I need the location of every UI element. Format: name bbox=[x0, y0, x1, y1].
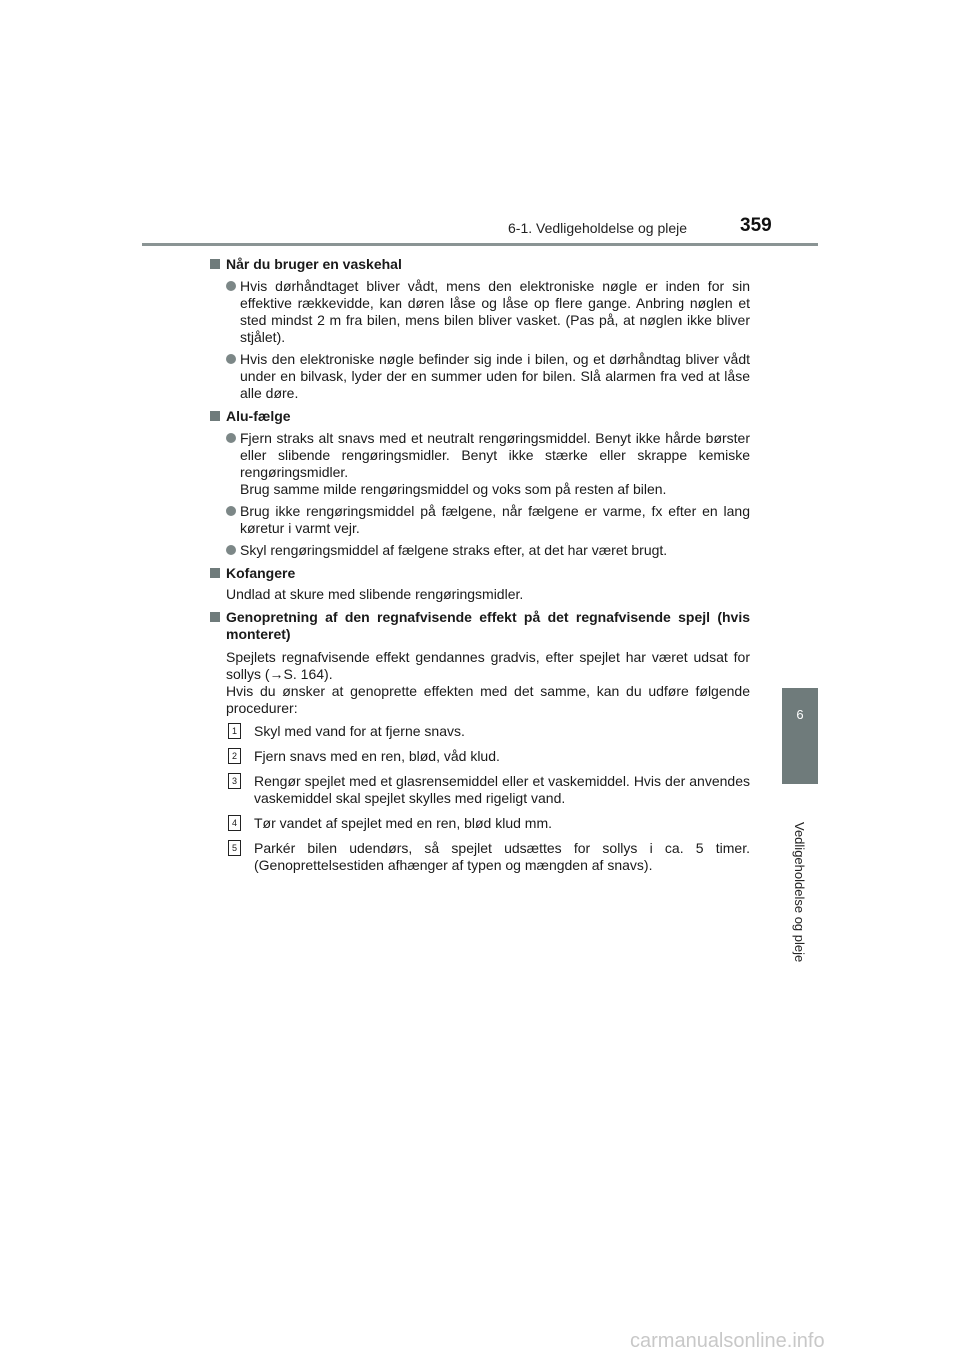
list-item bbox=[226, 542, 750, 559]
round-bullet-icon bbox=[226, 545, 236, 555]
paragraph: Spejlets regnafvisende effekt gendannes gradvis, efter spejlet har været udsat for sollys (→S. 164). bbox=[226, 649, 750, 682]
section-title: Når du bruger en vaskehal bbox=[226, 256, 402, 272]
chapter-tab-label: Vedligeholdelse og pleje bbox=[792, 822, 807, 963]
square-bullet-icon bbox=[210, 411, 220, 421]
list-item-text: Hvis den elektroniske nøgle befinder sig inde i bilen, og et dørhåndtag bliver vådt under en bilvask, lyder der en summer uden for bilen. Slå alarmen fra ved at låse alle døre. bbox=[240, 351, 750, 401]
header-section-title: 6-1. Vedligeholdelse og pleje bbox=[508, 220, 688, 236]
list-item-text: Brug samme milde rengøringsmiddel og voks som på resten af bilen. bbox=[240, 481, 667, 497]
section-mirror bbox=[210, 609, 750, 874]
section-title: Alu-fælge bbox=[226, 408, 291, 424]
section-alu bbox=[210, 408, 750, 559]
step-number-badge: 5 bbox=[228, 840, 241, 856]
list-item-text: Skyl rengøringsmiddel af fælgene straks efter, at det har været brugt. bbox=[240, 542, 668, 558]
chapter-tab-number: 6 bbox=[796, 707, 804, 722]
list-item bbox=[226, 351, 750, 402]
round-bullet-icon bbox=[226, 354, 236, 364]
list-item-text: Fjern straks alt snavs med et neutralt rengøringsmiddel. Benyt ikke hårde børster eller slibende rengøringsmidler. Benyt ikke stærke eller skrappe kemiske rengøringsmidler. bbox=[240, 430, 750, 480]
page-content bbox=[210, 252, 750, 874]
square-bullet-icon bbox=[210, 612, 220, 622]
chapter-tab bbox=[782, 688, 818, 784]
page-number: 359 bbox=[740, 215, 772, 236]
step-text: Parkér bilen udendørs, så spejlet udsættes for sollys i ca. 5 timer. (Genoprettelsestiden afhænger af typen og mængden af snavs). bbox=[254, 840, 750, 873]
step-item bbox=[231, 748, 750, 765]
list-item bbox=[226, 503, 750, 537]
list-item bbox=[226, 278, 750, 346]
section-title: Kofangere bbox=[226, 565, 296, 581]
section-bumper bbox=[210, 565, 750, 603]
step-text: Fjern snavs med en ren, blød, våd klud. bbox=[254, 748, 500, 764]
step-number-badge: 4 bbox=[228, 815, 241, 831]
list-item bbox=[226, 430, 750, 498]
step-item bbox=[231, 815, 750, 832]
square-bullet-icon bbox=[210, 259, 220, 269]
step-number-badge: 3 bbox=[228, 773, 241, 789]
round-bullet-icon bbox=[226, 506, 236, 516]
section-title: Genopretning af den regnafvisende effekt på det regnafvisende spejl (hvis monteret) bbox=[226, 609, 750, 642]
list-item-text: Brug ikke rengøringsmiddel på fælgene, når fælgene er varme, fx efter en lang køretur i varmt vejr. bbox=[240, 503, 750, 536]
step-text: Skyl med vand for at fjerne snavs. bbox=[254, 723, 465, 739]
list-item-text: Hvis dørhåndtaget bliver vådt, mens den elektroniske nøgle er inden for sin effektive rækkevidde, kan døren låse og låse op flere gange. Anbring nøglen et sted mindst 2 m fra bilen, mens bilen bliver vasket. (Pas på, at nøglen ikke bliver stjålet). bbox=[240, 278, 750, 345]
step-text: Tør vandet af spejlet med en ren, blød klud mm. bbox=[254, 815, 553, 831]
round-bullet-icon bbox=[226, 281, 236, 291]
step-item bbox=[231, 723, 750, 740]
step-item bbox=[231, 773, 750, 807]
step-item bbox=[231, 840, 750, 874]
footer-watermark: carmanualsonline.info bbox=[630, 1330, 825, 1352]
steps-list bbox=[226, 723, 750, 874]
step-number-badge: 2 bbox=[228, 748, 241, 764]
step-text: Rengør spejlet med et glasrensemiddel eller et vaskemiddel. Hvis der anvendes vaskemiddel skal spejlet skylles med rigeligt vand. bbox=[254, 773, 750, 806]
step-number-badge: 1 bbox=[228, 723, 241, 739]
round-bullet-icon bbox=[226, 433, 236, 443]
paragraph: Undlad at skure med slibende rengøringsmidler. bbox=[226, 586, 524, 602]
paragraph: Hvis du ønsker at genoprette effekten med det samme, kan du udføre følgende procedurer: bbox=[226, 683, 750, 716]
square-bullet-icon bbox=[210, 568, 220, 578]
header-divider bbox=[142, 243, 818, 246]
section-wash bbox=[210, 256, 750, 402]
